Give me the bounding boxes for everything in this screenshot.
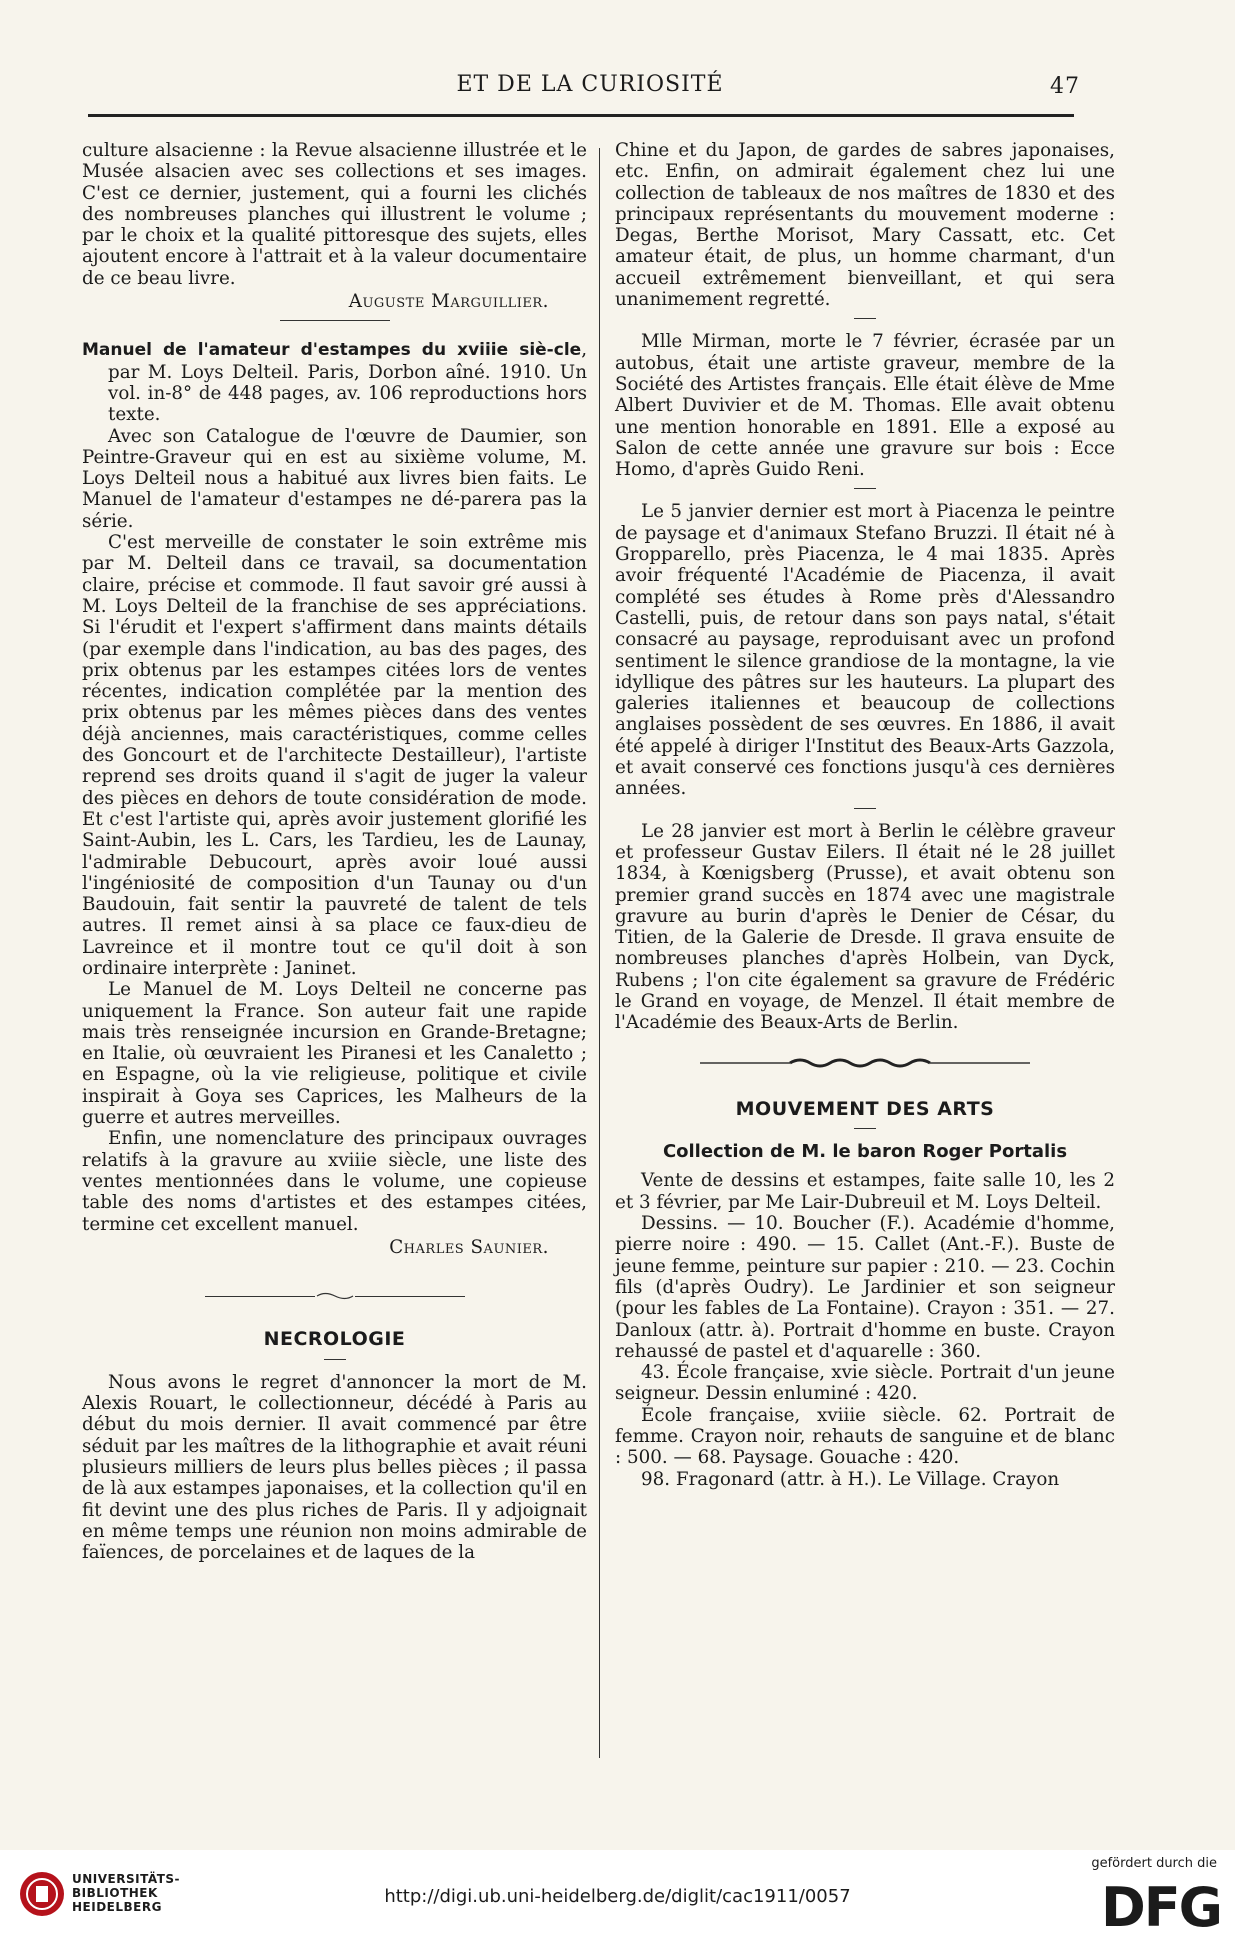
review-title: Manuel de l'amateur d'estampes du xviiie siè-cle	[82, 340, 582, 361]
header-rule	[88, 114, 1074, 117]
mouvement-des-arts-heading: MOUVEMENT DES ARTS	[735, 1097, 995, 1120]
dessins-paragraph: Dessins. — 10. Boucher (F.). Académie d'homme, pierre noire : 490. — 15. Callet (Ant.-F.). Buste de jeune femme, peinture sur papier : 210. — 23. Cochin fils (d'après Oudry). Le Jardinier et son seigneur (pour les fables de La Fontaine). Crayon : 351. — 27. Danloux (attr. à). Portrait d'homme en buste. Crayon rehaussé de pastel et d'aquarelle : 360.	[615, 1213, 1115, 1362]
digitization-footer	[0, 1850, 1235, 1941]
column-divider	[599, 148, 600, 1758]
signature-marguillier: Auguste Marguillier.	[348, 291, 549, 313]
funded-by-label: gefördert durch die	[1091, 1856, 1217, 1871]
necrologie-heading: NECROLOGIE	[263, 1328, 406, 1351]
separator-rule	[280, 320, 390, 321]
review-biblio: , par M. Loys Delteil. Paris, Dorbon aîné. 1910. Un vol. in-8° de 448 pages, av. 106 reproductions hors texte.	[108, 339, 587, 426]
tiny-rule	[854, 488, 876, 489]
signature-saunier: Charles Saunier.	[389, 1236, 549, 1258]
necro-rouart-paragraph: Nous avons le regret d'annoncer la mort de M. Alexis Rouart, le collectionneur, décédé à Paris au début du mois dernier. Il avait commencé par être séduit par les maîtres de la lithographie et avait réuni plusieurs milliers de leurs plus belles pièces ; il passa de là aux estampes japonaises, et la collection qu'il en fit devint une des plus riches de Paris. Il y adjoignait en même temps une réunion non moins admirable de faïences, de porcelaines et de laques de la	[82, 1371, 587, 1564]
right-column	[615, 140, 1115, 1490]
review-paragraph-1: Avec son Catalogue de l'œuvre de Daumier, son Peintre-Graveur qui en est au sixième volume, M. Loys Delteil nous a habitué aux livres bien faits. Le Manuel de l'amateur d'estampes ne dé-parera pas la série.	[82, 425, 587, 532]
ornamental-rule	[82, 1286, 587, 1307]
intro-paragraph: culture alsacienne : la Revue alsacienne illustrée et le Musée alsacien avec ses collections et ses images. C'est ce dernier, justement, qui a fourni les clichés des nombreuses planches qui illustrent le volume ; par le choix et la qualité pittoresque des sujets, elles ajoutent encore à l'attrait et à la valeur documentaire de ce beau livre.	[82, 140, 587, 289]
review-paragraph-2: C'est merveille de constater le soin extrême mis par M. Delteil dans ce travail, sa documentation claire, précise et commode. Il faut savoir gré aussi à M. Loys Delteil de la franchise de ses appréciations. Si l'érudit et l'expert s'affirment dans maints détails (par exemple dans l'indication, au bas des pages, des prix obtenus par les estampes citées lors de ventes récentes, indication complétée par la mention des prix obtenus par les mêmes pièces dans des ventes déjà anciennes, mais caractéristiques, comme celles des Goncourt et de l'architecte Destailleur), l'artiste reprend ses droits quand il s'agit de juger la valeur des pièces en dehors de toute considération de mode. Et c'est l'artiste qui, après avoir justement glorifié les Saint-Aubin, les L. Cars, les Tardieu, les de Launay, l'admirable Debucourt, après avoir loué aussi l'ingéniosité de composition d'un Taunay ou d'un Baudouin, fait sentir la pauvreté de talent de tels autres. Il remet ainsi à sa place ce faux-dieu de Lavreince et il montre tout ce qu'il doit à son ordinaire interprète : Janinet.	[82, 532, 587, 979]
collection-heading: Collection de M. le baron Roger Portalis	[662, 1141, 1068, 1163]
sale-paragraph: Vente de dessins et estampes, faite salle 10, les 2 et 3 février, par Me Lair-Dubreuil et M. Loys Delteil.	[615, 1170, 1115, 1213]
running-head	[90, 68, 1090, 98]
review-paragraph-3: Le Manuel de M. Loys Delteil ne concerne pas uniquement la France. Son auteur fait une rapide mais très renseignée incursion en Grande-Bretagne; en Italie, où œuvraient les Piranesi et les Canaletto ; en Espagne, où la vie religieuse, politique et civile inspirait à Goya ses Caprices, les Malheurs de la guerre et autres merveilles.	[82, 979, 587, 1129]
eilers-paragraph: Le 28 janvier est mort à Berlin le célèbre graveur et professeur Gustav Eilers. Il était né le 28 juillet 1834, à Kœnigsberg (Prusse), et avait obtenu son premier grand succès en 1874 avec une magistrale gravure au burin d'après le Denier de César, du Titien, de la Galerie de Dresde. Il grava ensuite de nombreuses planches d'après Holbein, van Dyck, Rubens ; l'on cite également sa gravure de Frédéric le Grand en voyage, de Menzel. Il était membre de l'Académie des Beaux-Arts de Berlin.	[615, 820, 1115, 1034]
lot-43-paragraph: 43. École française, xvie siècle. Portrait d'un jeune seigneur. Dessin enluminé : 420.	[615, 1362, 1115, 1405]
review-paragraph-4: Enfin, une nomenclature des principaux ouvrages relatifs à la gravure au xviiie siècle, une liste des ventes mentionnées dans le volume, une copieuse table des noms d'artistes et des estampes citées, termine cet excellent manuel.	[82, 1128, 587, 1235]
running-title: ET DE LA CURIOSITÉ	[456, 72, 724, 97]
library-name: UNIVERSITÄTS- BIBLIOTHEK HEIDELBERG	[72, 1872, 181, 1914]
left-column	[82, 140, 587, 1563]
tiny-rule	[854, 808, 876, 809]
lot-62-paragraph: École française, xviiie siècle. 62. Portrait de femme. Crayon noir, rehauts de sanguine et de blanc : 500. — 68. Paysage. Gouache : 420.	[615, 1404, 1115, 1469]
tiny-rule	[854, 318, 876, 319]
tiny-rule	[854, 1128, 876, 1129]
mirman-paragraph: Mlle Mirman, morte le 7 février, écrasée par un autobus, était une artiste graveur, membre de la Société des Artistes français. Elle était élève de Mme Albert Duvivier et de M. Thomas. Elle avait obtenu une mention honorable en 1891. Elle a exposé au Salon de cette année une gravure sur bois : Ecce Homo, d'après Guido Reni.	[615, 331, 1115, 481]
dfg-logo: DFG	[1100, 1876, 1221, 1939]
review-heading	[82, 339, 587, 425]
bruzzi-paragraph: Le 5 janvier dernier est mort à Piacenza le peintre de paysage et d'animaux Stefano Bruzzi. Il était né à Gropparello, près Piacenza, le 4 mai 1835. Après avoir fréquenté l'Académie de Piacenza, il avait complété ses études à Rome près d'Alessandro Castelli, puis, de retour dans son pays natal, s'était consacré au paysage, reproduisant avec un profond sentiment le silence grandiose de la montagne, la vie idyllique des pâtres sur les hauteurs. La plupart des galeries italiennes et beaucoup de collections anglaises possèdent de ses œuvres. En 1886, il avait été appelé à diriger l'Institut des Beaux-Arts Gazzola, et avait conservé ces fonctions jusqu'à ces dernières années.	[615, 501, 1115, 800]
ornamental-wave-rule	[615, 1054, 1115, 1075]
rouart-continued: Chine et du Japon, de gardes de sabres japonaises, etc. Enfin, on admirait également chez lui une collection de tableaux de nos maîtres de 1830 et des principaux représentants du mouvement moderne : Degas, Berthe Morisot, Mary Cassatt, etc. Cet amateur était, de plus, un homme charmant, d'un accueil extrêmement bienveillant, et qui sera unanimement regretté.	[615, 140, 1115, 311]
lot-98-paragraph: 98. Fragonard (attr. à H.). Le Village. Crayon	[641, 1468, 1060, 1490]
source-url[interactable]: http://digi.ub.uni-heidelberg.de/diglit/cac1911/0057	[384, 1886, 851, 1907]
page-number: 47	[1050, 74, 1080, 99]
tiny-rule	[324, 1359, 346, 1360]
